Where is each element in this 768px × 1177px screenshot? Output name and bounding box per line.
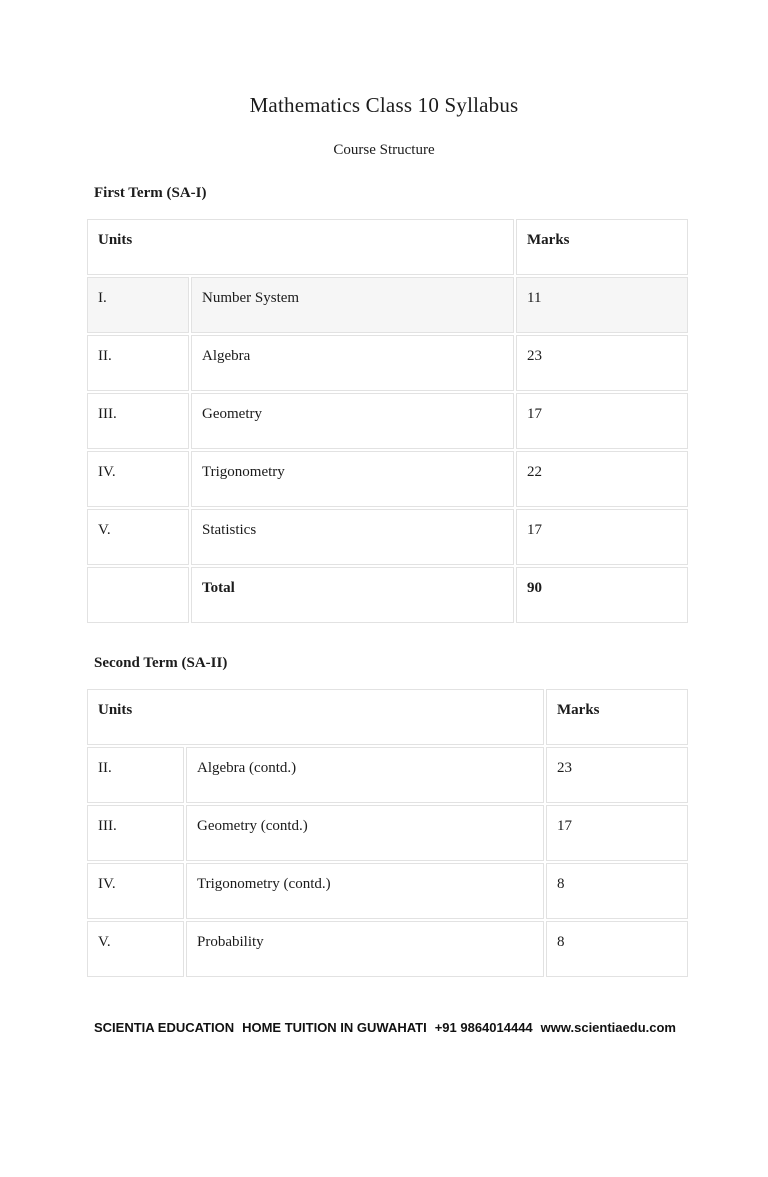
table-total-row bbox=[87, 567, 688, 623]
table-row bbox=[87, 277, 688, 333]
table-row bbox=[87, 921, 688, 977]
table-row bbox=[87, 451, 688, 507]
subject-cell: Algebra (contd.) bbox=[186, 747, 544, 803]
units-column-header: Units bbox=[87, 689, 544, 745]
table-row bbox=[87, 805, 688, 861]
footer-tagline: HOME TUITION IN GUWAHATI bbox=[242, 1020, 427, 1035]
unit-cell: V. bbox=[87, 921, 184, 977]
subject-cell: Algebra bbox=[191, 335, 514, 391]
syllabus-document-page bbox=[0, 92, 768, 1177]
subject-cell: Probability bbox=[186, 921, 544, 977]
unit-cell: IV. bbox=[87, 863, 184, 919]
total-label-cell: Total bbox=[191, 567, 514, 623]
unit-cell: III. bbox=[87, 805, 184, 861]
table-row bbox=[87, 393, 688, 449]
footer-website: www.scientiaedu.com bbox=[540, 1020, 676, 1035]
table-header-row bbox=[87, 689, 688, 745]
page-title: Mathematics Class 10 Syllabus bbox=[249, 93, 519, 117]
unit-cell bbox=[87, 567, 189, 623]
marks-cell: 23 bbox=[516, 335, 688, 391]
marks-cell: 17 bbox=[516, 393, 688, 449]
unit-cell: II. bbox=[87, 747, 184, 803]
marks-cell: 22 bbox=[516, 451, 688, 507]
marks-cell: 23 bbox=[546, 747, 688, 803]
unit-cell: I. bbox=[87, 277, 189, 333]
footer-phone: +91 9864014444 bbox=[434, 1020, 533, 1035]
subject-cell: Geometry (contd.) bbox=[186, 805, 544, 861]
marks-cell: 17 bbox=[546, 805, 688, 861]
unit-cell: II. bbox=[87, 335, 189, 391]
table-row bbox=[87, 863, 688, 919]
unit-cell: III. bbox=[87, 393, 189, 449]
units-column-header: Units bbox=[87, 219, 514, 275]
subject-cell: Number System bbox=[191, 277, 514, 333]
footer bbox=[94, 1020, 676, 1036]
marks-column-header: Marks bbox=[546, 689, 688, 745]
section-heading-second-term: Second Term (SA-II) bbox=[94, 655, 228, 671]
footer-brand: SCIENTIA EDUCATION bbox=[94, 1020, 235, 1035]
subject-cell: Geometry bbox=[191, 393, 514, 449]
subject-cell: Trigonometry bbox=[191, 451, 514, 507]
marks-column-header: Marks bbox=[516, 219, 688, 275]
page-subtitle: Course Structure bbox=[333, 142, 435, 158]
marks-cell: 11 bbox=[516, 277, 688, 333]
total-marks-cell: 90 bbox=[516, 567, 688, 623]
unit-cell: IV. bbox=[87, 451, 189, 507]
first-term-table bbox=[85, 217, 690, 625]
subject-cell: Trigonometry (contd.) bbox=[186, 863, 544, 919]
table-row bbox=[87, 335, 688, 391]
marks-cell: 8 bbox=[546, 863, 688, 919]
table-row bbox=[87, 747, 688, 803]
section-heading-first-term: First Term (SA-I) bbox=[94, 185, 207, 201]
table-row bbox=[87, 509, 688, 565]
marks-cell: 8 bbox=[546, 921, 688, 977]
subject-cell: Statistics bbox=[191, 509, 514, 565]
second-term-table bbox=[85, 687, 690, 979]
marks-cell: 17 bbox=[516, 509, 688, 565]
table-header-row bbox=[87, 219, 688, 275]
unit-cell: V. bbox=[87, 509, 189, 565]
